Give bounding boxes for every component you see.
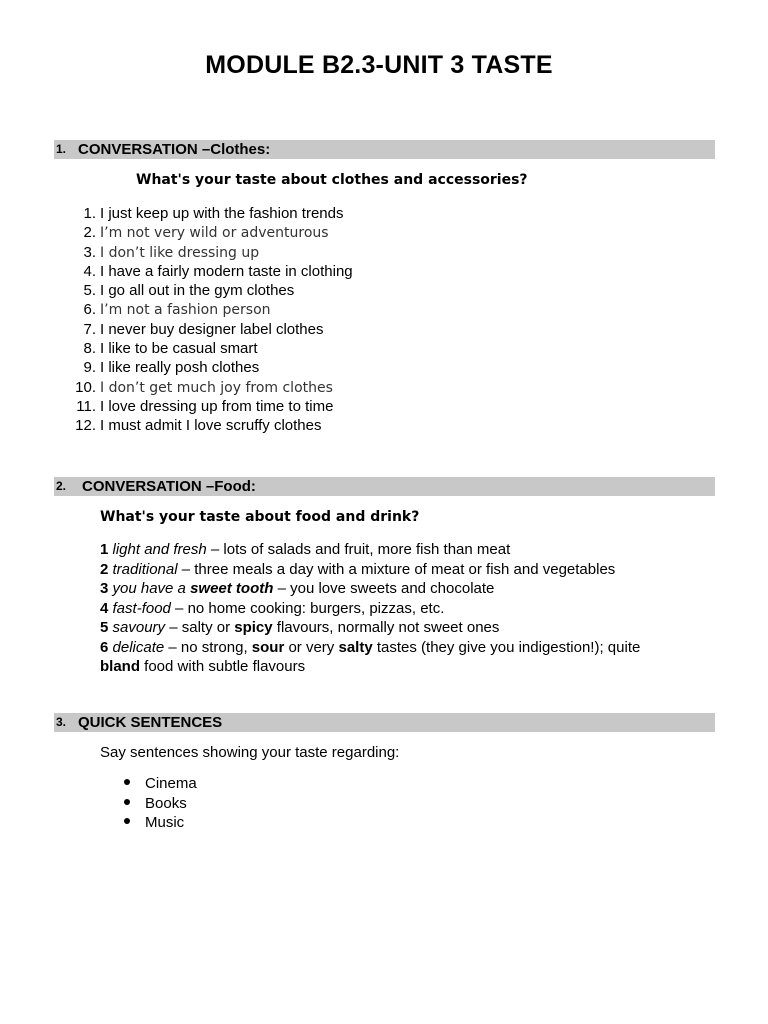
list-item: 3. I don’t like dressing up <box>83 243 260 261</box>
list-item: 9. I like really posh clothes <box>83 359 260 377</box>
list-item: 2. I’m not very wild or adventurous <box>83 224 329 242</box>
list-item: Cinema <box>124 774 197 794</box>
topics-list <box>124 774 197 833</box>
section-header-quick-sentences <box>54 713 715 732</box>
section-number: 2. <box>56 479 67 493</box>
list-item: 5. I go all out in the gym clothes <box>83 282 295 300</box>
section-number: 1. <box>56 142 67 156</box>
food-question: What's your taste about food and drink? <box>100 509 420 525</box>
section-header-food <box>54 477 715 496</box>
list-item: 12. I must admit I love scruffy clothes <box>75 417 322 435</box>
section-heading: QUICK SENTENCES <box>78 714 223 731</box>
bullet-icon <box>124 799 130 805</box>
section-header-clothes <box>54 140 715 159</box>
list-item: 6 delicate – no strong, sour or very salty tastes (they give you indigestion!); quite bland food with subtle flavours <box>100 638 641 675</box>
list-item: 4. I have a fairly modern taste in clothing <box>83 262 353 280</box>
bullet-icon <box>124 779 130 785</box>
list-item: 4 fast-food – no home cooking: burgers, pizzas, etc. <box>100 599 445 617</box>
clothes-question: What's your taste about clothes and accessories? <box>136 172 528 188</box>
bullet-icon <box>124 818 130 824</box>
list-item: 3 you have a sweet tooth – you love sweets and chocolate <box>100 580 495 597</box>
list-item: 1. I just keep up with the fashion trends <box>83 205 344 222</box>
list-item: 1 light and fresh – lots of salads and fruit, more fish than meat <box>100 541 511 558</box>
page-title: MODULE B2.3-UNIT 3 TASTE <box>205 51 553 79</box>
section-heading: CONVERSATION –Clothes: <box>78 141 271 158</box>
list-item: Books <box>124 794 197 814</box>
clothes-list <box>72 204 353 436</box>
list-item: 11. I love dressing up from time to time <box>76 397 334 415</box>
section-number: 3. <box>56 715 67 729</box>
list-item: 5 savoury – salty or spicy flavours, normally not sweet ones <box>100 619 500 636</box>
list-item: Music <box>124 813 197 833</box>
list-item: 10. I don’t get much joy from clothes <box>75 378 333 396</box>
food-list <box>100 540 700 677</box>
list-item: 7. I never buy designer label clothes <box>83 320 324 338</box>
list-item: 8. I like to be casual smart <box>83 340 258 358</box>
list-item: 6. I’m not a fashion person <box>83 301 271 319</box>
quick-sentences-prompt: Say sentences showing your taste regarding: <box>100 744 400 761</box>
section-heading: CONVERSATION –Food: <box>82 478 256 495</box>
list-item: 2 traditional – three meals a day with a mixture of meat or fish and vegetables <box>100 560 616 578</box>
